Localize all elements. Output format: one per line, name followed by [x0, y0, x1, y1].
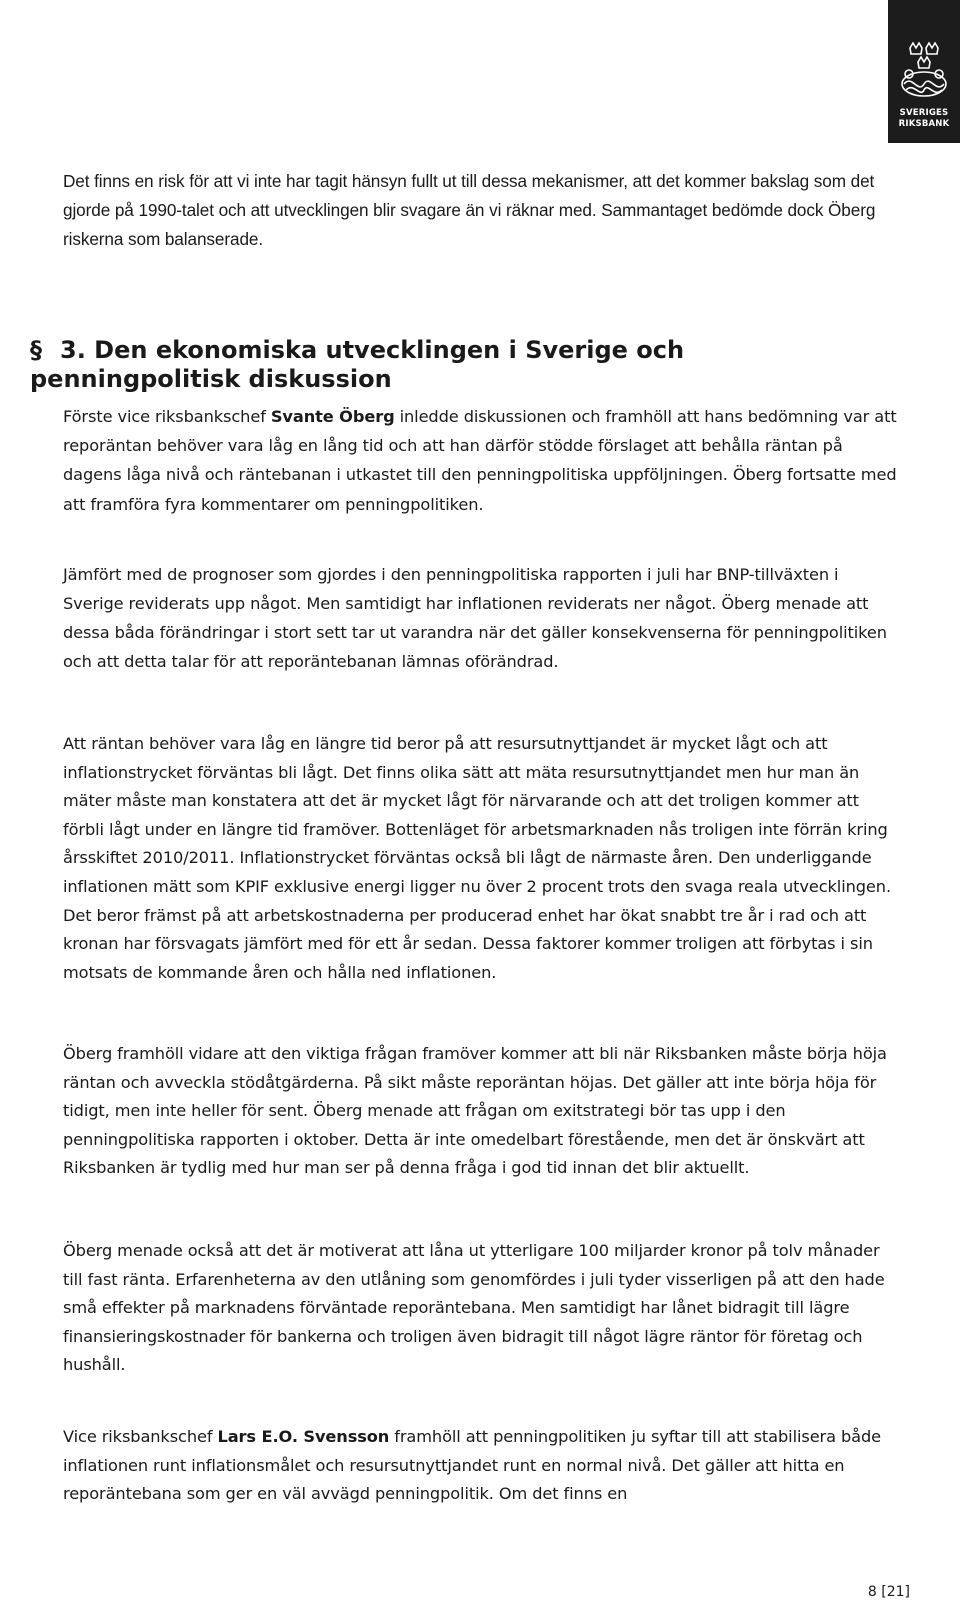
- paragraph-exit-strategy: Öberg framhöll vidare att den viktiga frågan framöver kommer att bli när Riksbanken måste börja höja räntan och avveckla stödåtgärderna. På sikt måste reporäntan höjas. Det gäller att inte börja höja för tidigt, men inte heller för sent. Öberg menade att frågan om exitstrategi bör tas upp i den penningpolitiska rapporten i oktober. Detta är inte omedelbart förestående, men det är önskvärt att Riksbanken är tydlig med hur man ser på denna fråga i god tid innan det blir aktuellt.: [63, 1044, 887, 1178]
- paragraph-lending: Öberg menade också att det är motiverat att låna ut ytterligare 100 miljarder kronor på tolv månader till fast ränta. Erfarenheterna av den utlåning som genomfördes i juli tyder visserligen på att den hade små effekter på marknadens förväntade reporäntebana. Men samtidigt har lånet bidragit till lägre finansieringskostnader för bankerna och troligen även bidragit till något lägre räntor för företag och hushåll.: [63, 1241, 885, 1375]
- section-title: 3. Den ekonomiska utvecklingen i Sverige och penningpolitisk diskussion: [30, 336, 685, 393]
- crown-emblem-icon: [896, 40, 952, 104]
- paragraph-intro: Det finns en risk för att vi inte har tagit hänsyn fullt ut till dessa mekanismer, att det kommer bakslag som det gjorde på 1990-talet och att utvecklingen blir svagare än vi räknar med. Sammantaget bedömde dock Öberg riskerna som balanserade.: [63, 171, 876, 250]
- paragraph-text: framhöll att penningpolitiken ju syftar till att stabilisera både inflationen runt inflationsmålet och resursutnyttjandet runt en normal nivå. Det gäller att hitta en reporäntebana som ger en väl avvägd penningpolitik. Om det finns en: [63, 1427, 882, 1504]
- paragraph-text: inledde diskussionen och framhöll att hans bedömning var att reporäntan behöver vara låg en lång tid och att han därför stödde förslaget att behålla räntan på dagens låga nivå och räntebanan i utkastet till den penningpolitiska uppföljningen. Öberg fortsatte med att framföra fyra kommentarer om penningpolitiken.: [63, 407, 897, 514]
- logo-text-line2: RIKSBANK: [898, 119, 950, 129]
- section-heading: [30, 336, 870, 393]
- paragraph-resource-utilization: Att räntan behöver vara låg en längre tid beror på att resursutnyttjandet är mycket lågt och att inflationstrycket förväntas bli lågt. Det finns olika sätt att mäta resursutnyttjandet men hur man än mäter måste man konstatera att det är mycket lågt för närvarande och att det troligen kommer att förbli lågt under en längre tid framöver. Bottenläget för arbetsmarknaden nås troligen inte förrän kring årsskiftet 2010/2011. Inflationstrycket förväntas också bli lågt de närmaste åren. Den underliggande inflationen mätt som KPIF exklusive energi ligger nu över 2 procent trots den svaga reala utvecklingen. Det beror främst på att arbetskostnaderna per producerad enhet har ökat snabbt tre år i rad och att kronan har försvagats jämfört med för ett år sedan. Dessa faktorer kommer troligen att förbytas i sin motsats de kommande åren och hålla ned inflationen.: [63, 734, 891, 982]
- riksbank-logo: [888, 0, 960, 143]
- section-sign: §: [30, 336, 42, 364]
- speaker-name: Svante Öberg: [270, 407, 395, 426]
- paragraph-text: Vice riksbankschef: [63, 1427, 218, 1446]
- paragraph-oberg-opening: [63, 402, 898, 519]
- paragraph-svensson: [63, 1423, 898, 1509]
- paragraph-text: Förste vice riksbankschef: [63, 407, 271, 426]
- page-number: 8 [21]: [867, 1584, 910, 1600]
- paragraph-forecast-revision: Jämfört med de prognoser som gjordes i den penningpolitiska rapporten i juli har BNP-tillväxten i Sverige reviderats upp något. Men samtidigt har inflationen reviderats ner något. Öberg menade att dessa båda förändringar i stort sett tar ut varandra när det gäller konsekvenserna för penningpolitiken och att detta talar för att reporäntebanan lämnas oförändrad.: [63, 565, 887, 671]
- logo-text-line1: SVERIGES: [899, 108, 949, 118]
- speaker-name: Lars E.O. Svensson: [217, 1427, 390, 1446]
